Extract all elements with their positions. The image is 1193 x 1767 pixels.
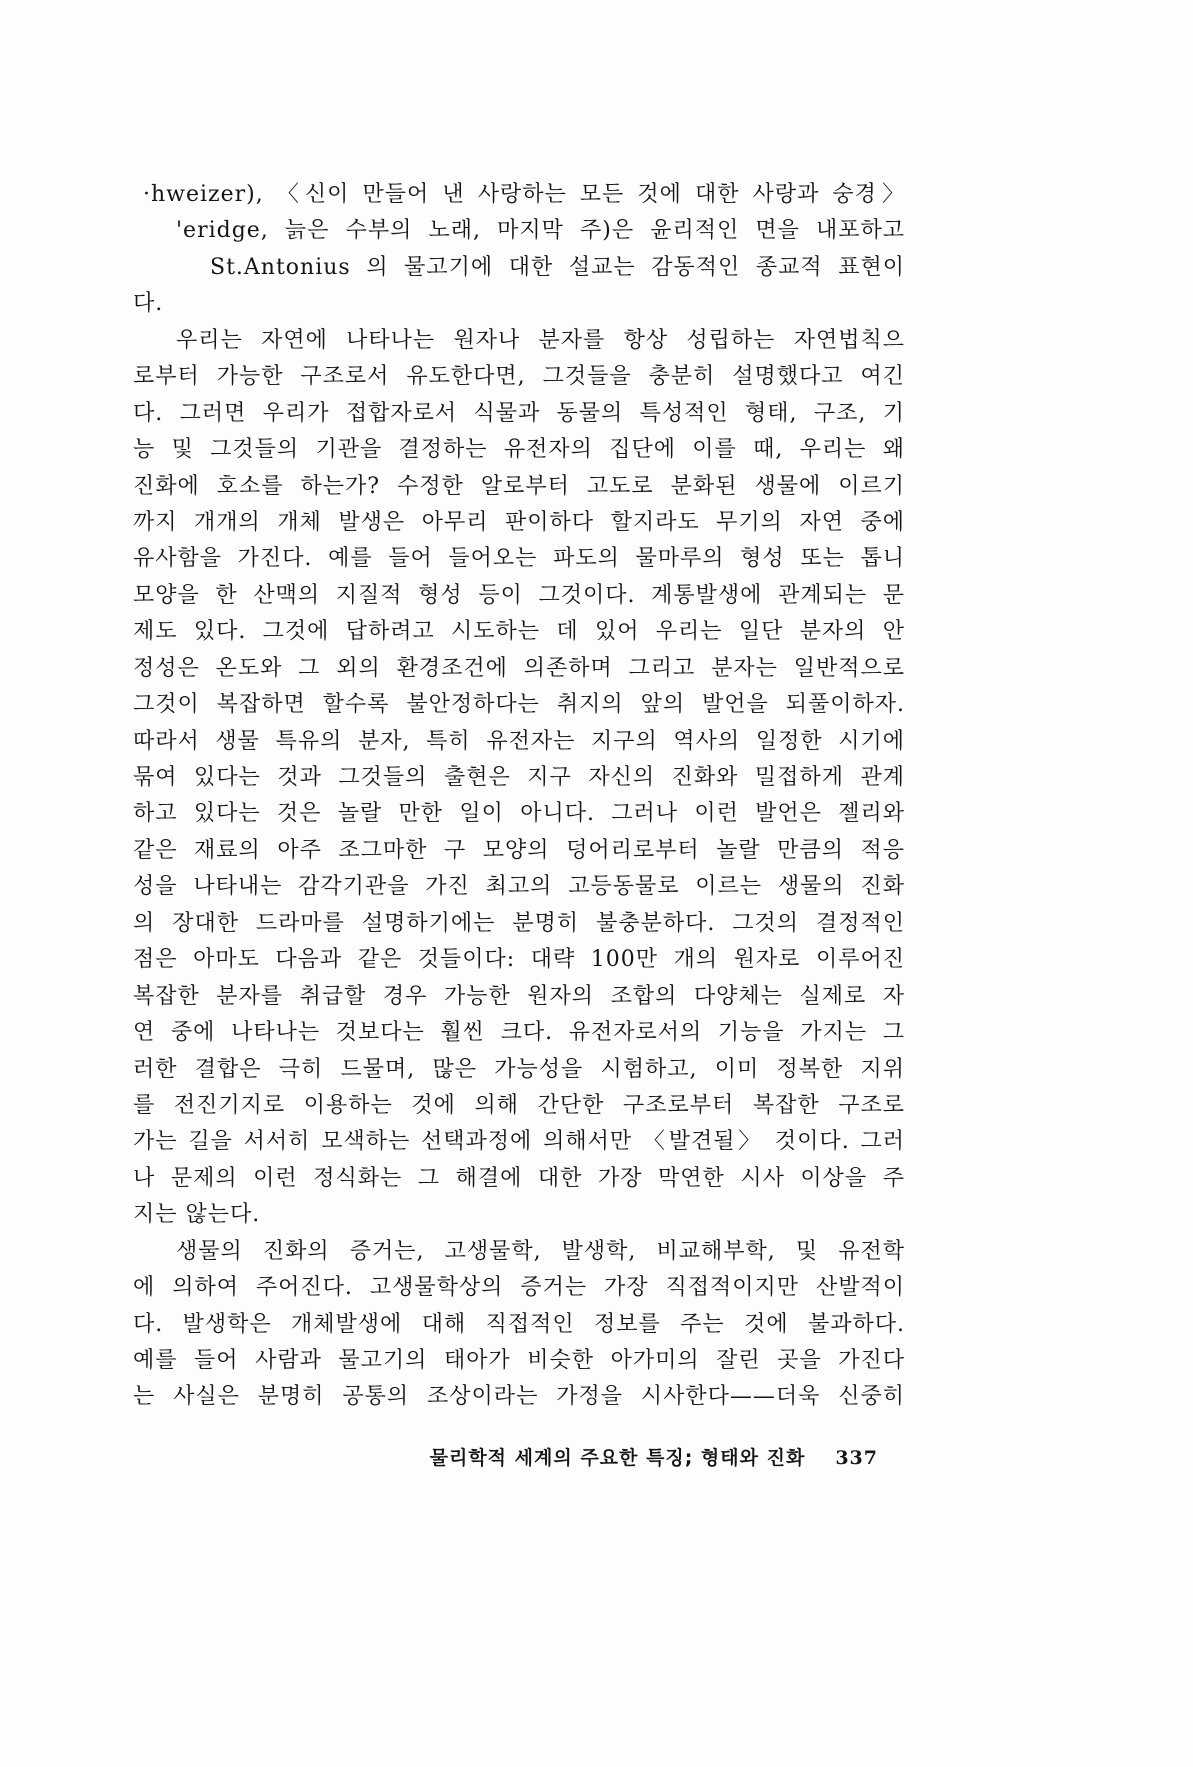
text-line: 러한 결합은 극히 드물며, 많은 가능성을 시험하고, 이미 정복한 지위 [133, 1056, 905, 1082]
body-text [133, 177, 905, 1416]
text-line: 정성은 온도와 그 외의 환경조건에 의존하며 그리고 분자는 일반적으로 [133, 655, 905, 681]
text-line: 에 의하여 주어진다. 고생물학상의 증거는 가장 직접적이지만 산발적이 [133, 1275, 905, 1301]
text-line: 를 전진기지로 이용하는 것에 의해 간단한 구조로부터 복잡한 구조로 [133, 1092, 905, 1118]
paragraph-first-line: 생물의 진화의 증거는, 고생물학, 발생학, 비교해부학, 및 유전학 [176, 1238, 905, 1264]
page-number: 337 [835, 1447, 878, 1469]
text-line: 점은 아마도 다음과 같은 것들이다: 대략 100만 개의 원자로 이루어진 [133, 947, 905, 973]
text-line: 성을 나타내는 감각기관을 가진 최고의 고등동물로 이르는 생물의 진화 [133, 874, 905, 900]
text-line: 진화에 호소를 하는가? 수정한 알로부터 고도로 분화된 생물에 이르기 [133, 473, 905, 499]
text-line: 나 문제의 이런 정식화는 그 해결에 대한 가장 막연한 시사 이상을 주 [133, 1165, 905, 1191]
text-line: 는 사실은 분명히 공통의 조상이라는 가정을 시사한다——더욱 신중히 [133, 1384, 905, 1410]
text-line: 복잡한 분자를 취급할 경우 가능한 원자의 조합의 다양체는 실제로 자 [133, 983, 905, 1009]
text-line: 연 중에 나타나는 것보다는 훨씬 크다. 유전자로서의 기능을 가지는 그 [133, 1020, 905, 1046]
text-line: 로부터 가능한 구조로서 유도한다면, 그것들을 충분히 설명했다고 여긴 [133, 364, 905, 390]
text-line: 다. 발생학은 개체발생에 대해 직접적인 정보를 주는 것에 불과하다. [133, 1311, 905, 1337]
paragraph-first-line: 우리는 자연에 나타나는 원자나 분자를 항상 성립하는 자연법칙으 [176, 327, 905, 353]
running-footer [430, 1445, 878, 1471]
text-line: 다. 그러면 우리가 접합자로서 식물과 동물의 특성적인 형태, 구조, 기 [133, 400, 905, 426]
text-line: St.Antonius 의 물고기에 대한 설교는 감동적인 종교적 표현이 [210, 254, 905, 280]
text-line: 따라서 생물 특유의 분자, 특히 유전자는 지구의 역사의 일정한 시기에 [133, 728, 905, 754]
running-title: 물리학적 세계의 주요한 특징; 형태와 진화 [429, 1447, 806, 1469]
text-line: 다. [133, 291, 164, 317]
text-line: 능 및 그것들의 기관을 결정하는 유전자의 집단에 이를 때, 우리는 왜 [133, 437, 905, 463]
text-line: 까지 개개의 개체 발생은 아무리 판이하다 할지라도 무기의 자연 중에 [133, 509, 905, 535]
text-line: 모양을 한 산맥의 지질적 형성 등이 그것이다. 계통발생에 관계되는 문 [133, 582, 905, 608]
text-line: 의 장대한 드라마를 설명하기에는 분명히 불충분하다. 그것의 결정적인 [133, 910, 905, 936]
text-line: 묶여 있다는 것과 그것들의 출현은 지구 자신의 진화와 밀접하게 관계 [133, 765, 905, 790]
text-line: 그것이 복잡하면 할수록 불안정하다는 취지의 앞의 발언을 되풀이하자. [133, 692, 905, 718]
text-line: ·hweizer), 〈신이 만들어 낸 사랑하는 모든 것에 대한 사랑과 숭경〉 [143, 182, 905, 207]
text-line: 지는 않는다. [133, 1202, 261, 1228]
text-line: 제도 있다. 그것에 답하려고 시도하는 데 있어 우리는 일단 분자의 안 [133, 619, 905, 645]
text-line: 가는 길을 서서히 모색하는 선택과정에 의해서만 〈발견될〉 것이다. 그러 [133, 1129, 905, 1155]
text-line: 유사함을 가진다. 예를 들어 들어오는 파도의 물마루의 형성 또는 톱니 [133, 546, 905, 572]
text-line: 같은 재료의 아주 조그마한 구 모양의 덩어리로부터 놀랄 만큼의 적응 [133, 837, 905, 863]
text-line: 하고 있다는 것은 놀랄 만한 일이 아니다. 그러나 이런 발언은 젤리와 [133, 801, 905, 827]
text-line: 예를 들어 사람과 물고기의 태아가 비슷한 아가미의 잘린 곳을 가진다 [133, 1348, 905, 1373]
text-line: 'eridge, 늙은 수부의 노래, 마지막 주)은 윤리적인 면을 내포하고 [176, 218, 905, 244]
